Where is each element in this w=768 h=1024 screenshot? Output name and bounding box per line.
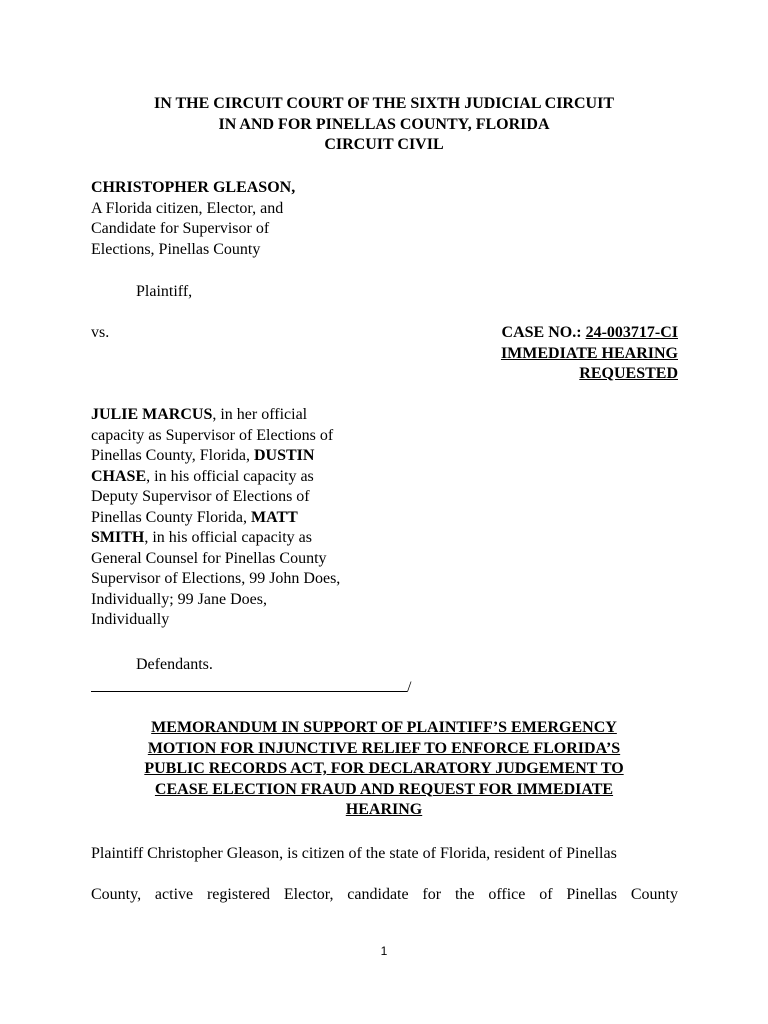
defendant-text-4: , in his official capacity as	[146, 467, 314, 485]
case-number-block	[501, 323, 678, 385]
defendant-text-9: Supervisor of Elections, 99 John Does,	[91, 570, 341, 587]
case-number-label: CASE NO.:	[501, 324, 582, 341]
court-header-line-2: IN AND FOR PINELLAS COUNTY, FLORIDA	[218, 115, 550, 133]
caption-slash: /	[407, 679, 412, 696]
page-number: 1	[380, 944, 388, 958]
defendant-text-5: Deputy Supervisor of Elections of	[91, 488, 310, 505]
memo-title-line-3: PUBLIC RECORDS ACT, FOR DECLARATORY JUDGEMENT TO	[144, 760, 624, 777]
body-paragraph-line-2: County, active registered Elector, candidate for the office of Pinellas County	[91, 886, 678, 903]
defendant-text-10: Individually; 99 Jane Does,	[91, 590, 267, 608]
defendant-name-smith-first: MATT	[251, 508, 298, 526]
case-number-value: 24-003717-CI	[585, 324, 678, 341]
defendants-block	[91, 405, 381, 631]
memorandum-title	[110, 718, 658, 821]
plaintiff-desc-line-2: Candidate for Supervisor of	[91, 220, 270, 237]
court-header-line-3: CIRCUIT CIVIL	[324, 136, 444, 153]
plaintiff-desc-line-3: Elections, Pinellas County	[91, 240, 261, 258]
defendant-text-7: , in his official capacity as	[144, 529, 312, 546]
memo-title-line-4: CEASE ELECTION FRAUD AND REQUEST FOR IMMEDIATE	[154, 780, 614, 798]
hearing-request-line-1: IMMEDIATE HEARING	[500, 344, 678, 362]
defendant-name-marcus: JULIE MARCUS	[91, 406, 213, 423]
memo-title-line-1: MEMORANDUM IN SUPPORT OF PLAINTIFF’S EMERGENCY	[151, 719, 617, 736]
plaintiff-desc-line-1: A Florida citizen, Elector, and	[91, 199, 284, 217]
versus-label: vs.	[91, 324, 110, 341]
plaintiff-role-label: Plaintiff,	[136, 283, 193, 300]
caption-rule	[91, 676, 407, 692]
caption-signature-line	[91, 676, 411, 699]
plaintiff-name: CHRISTOPHER GLEASON,	[91, 179, 296, 196]
defendant-text-3: Pinellas County, Florida,	[91, 447, 254, 464]
court-caption-header	[0, 94, 768, 156]
defendant-text-11: Individually	[91, 611, 170, 628]
defendant-name-chase-first: DUSTIN	[253, 447, 315, 464]
hearing-request-line-2: REQUESTED	[579, 365, 678, 382]
defendant-text-6: Pinellas County Florida,	[91, 508, 251, 526]
defendant-text-1: , in her official	[212, 406, 308, 423]
defendant-name-smith-last: SMITH	[91, 529, 145, 546]
defendant-text-2: capacity as Supervisor of Elections of	[91, 426, 334, 444]
defendant-name-chase-last: CHASE	[91, 467, 147, 485]
defendant-text-8: General Counsel for Pinellas County	[91, 549, 327, 567]
court-header-line-1: IN THE CIRCUIT COURT OF THE SIXTH JUDICIAL CIRCUIT	[154, 95, 614, 112]
plaintiff-block	[91, 178, 391, 260]
memo-title-line-5: HEARING	[345, 801, 423, 818]
defendants-role-label: Defendants.	[136, 656, 213, 673]
body-paragraph-line-1: Plaintiff Christopher Gleason, is citizen of the state of Florida, resident of Pinellas	[91, 845, 617, 862]
memo-title-line-2: MOTION FOR INJUNCTIVE RELIEF TO ENFORCE FLORIDA’S	[147, 739, 621, 757]
